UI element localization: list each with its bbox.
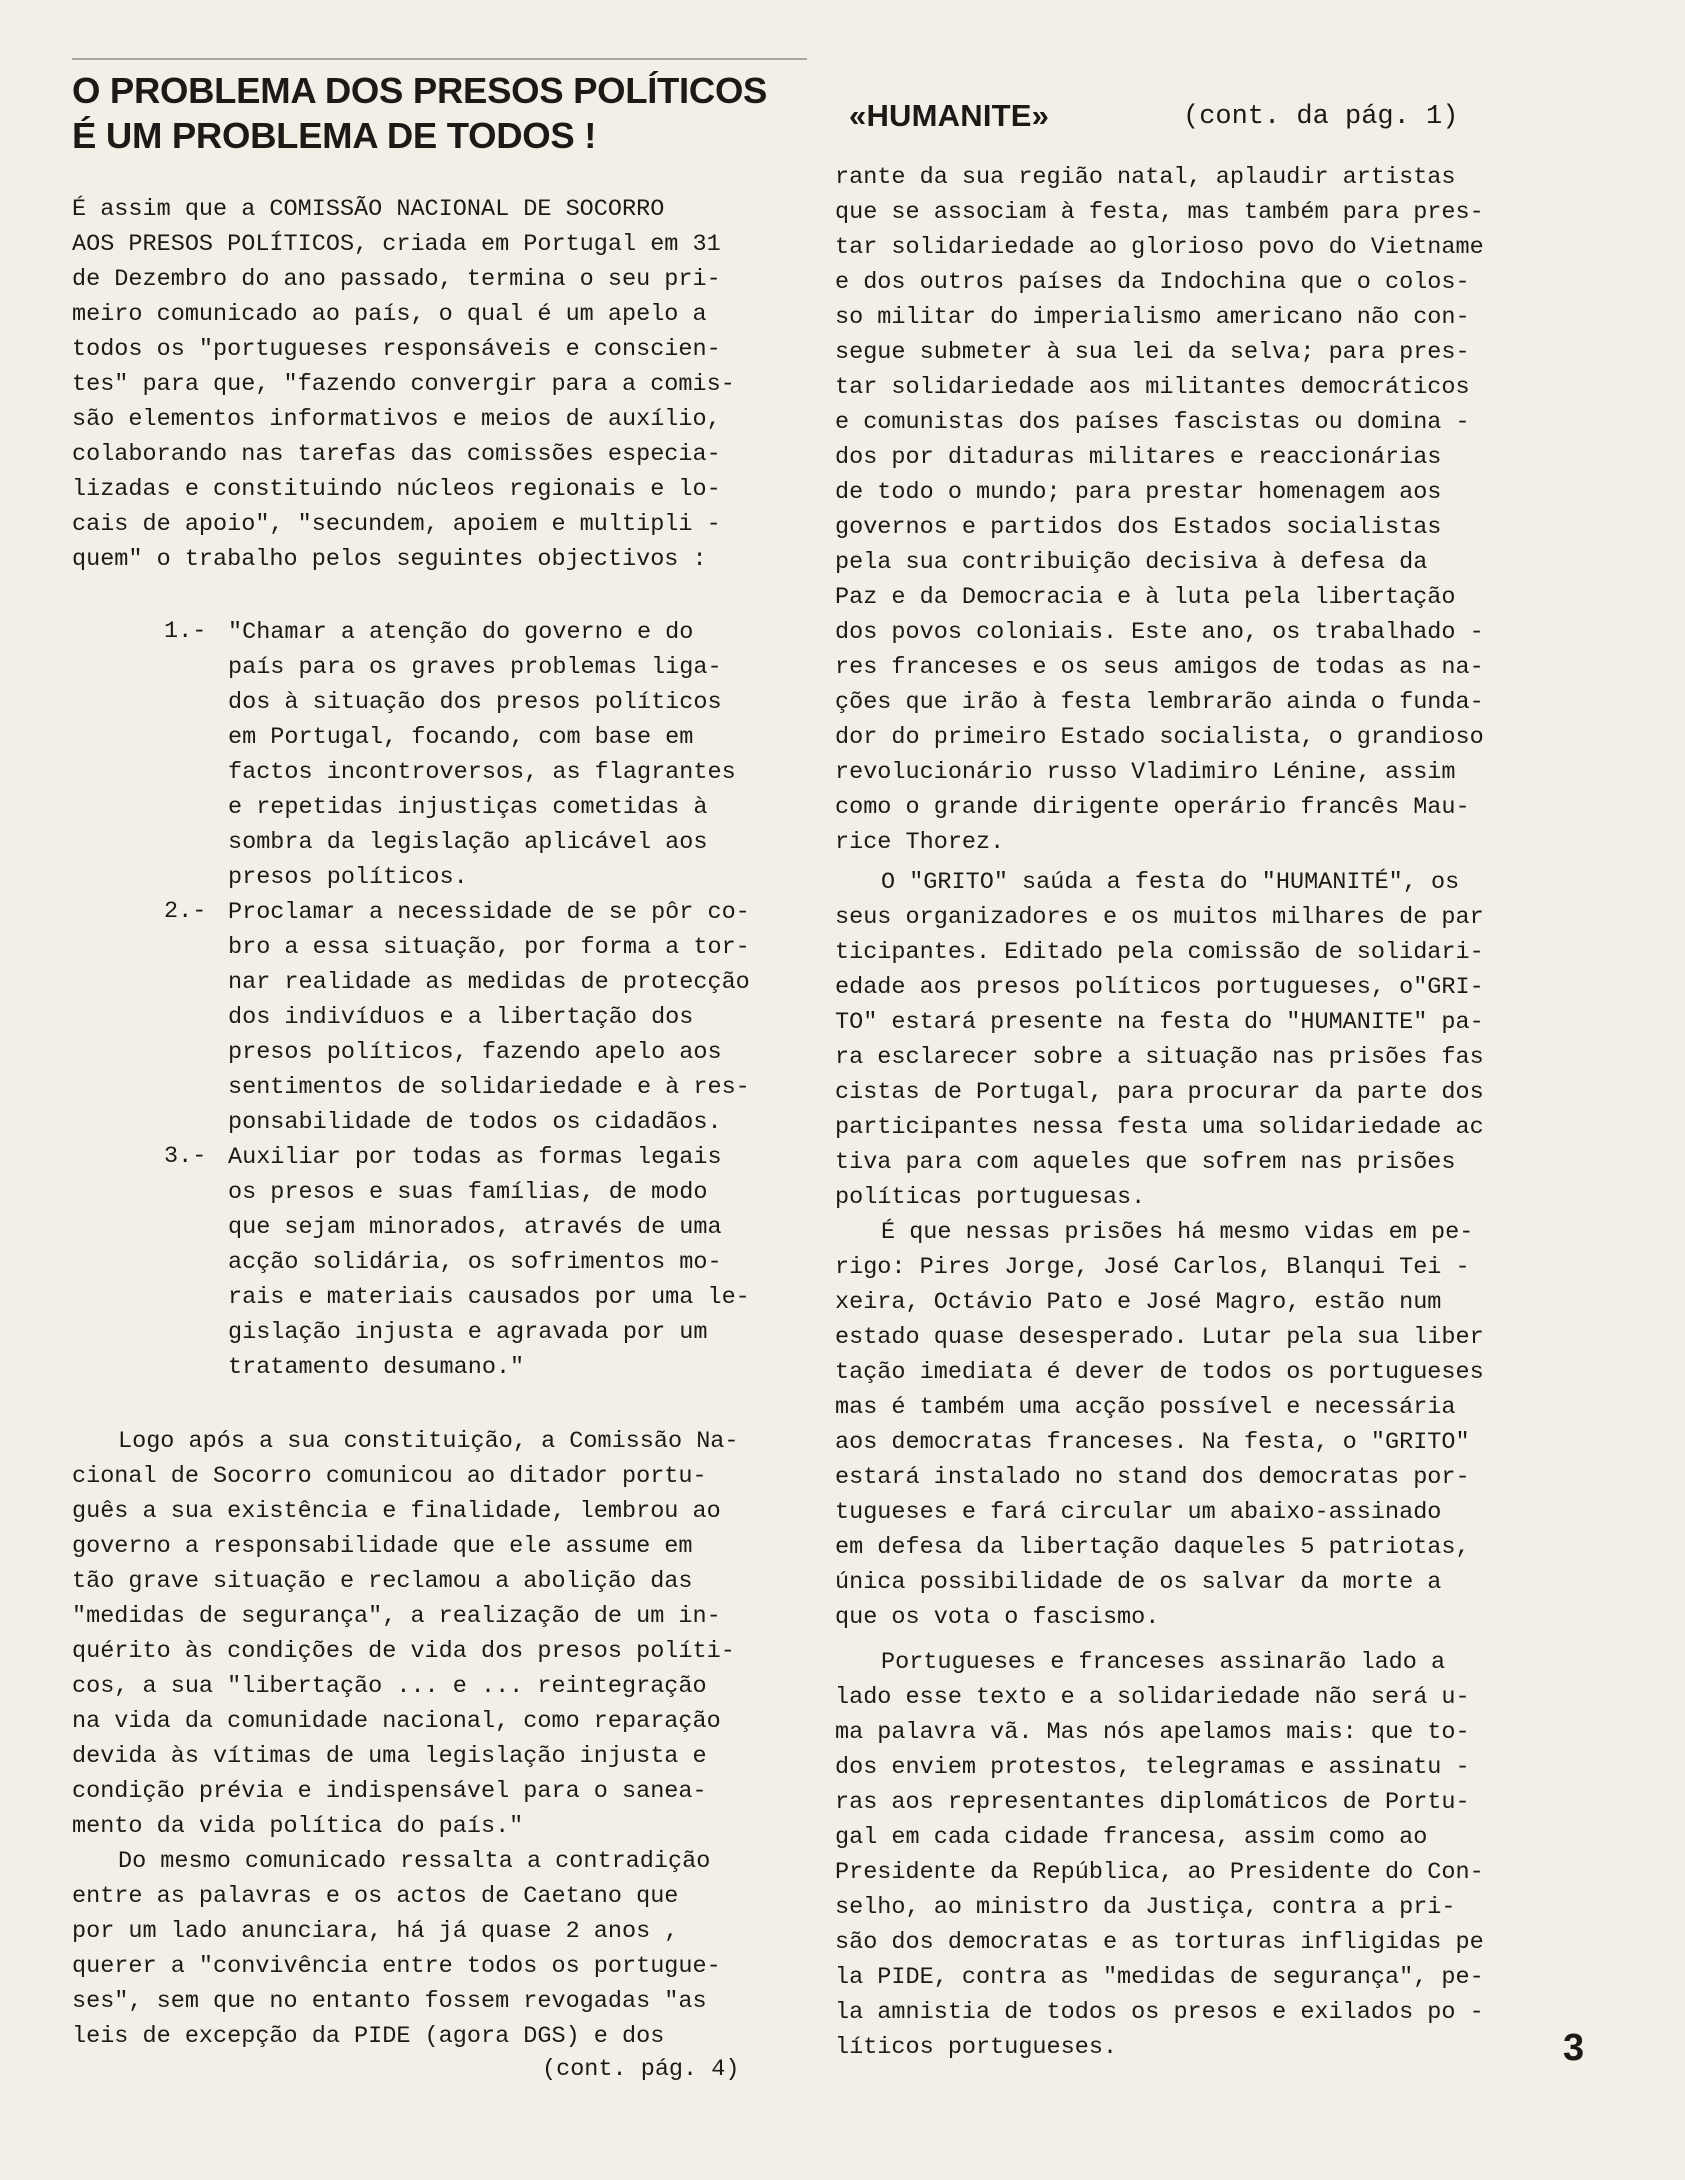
text-line: políticas portuguesas. <box>835 1184 1146 1211</box>
list-item-number: 3.- <box>164 1143 207 1170</box>
text-line: Presidente da República, ao Presidente do Con- <box>835 1859 1484 1886</box>
page-number: 3 <box>1563 2027 1585 2069</box>
text-line: tar solidariedade aos militantes democráticos <box>835 374 1470 401</box>
text-line: ticipantes. Editado pela comissão de solidari- <box>835 939 1484 966</box>
text-line: dos povos coloniais. Este ano, os trabalhado - <box>835 619 1484 646</box>
text-line: cais de apoio", "secundem, apoiem e multipli - <box>72 511 721 538</box>
text-line: os presos e suas famílias, de modo <box>228 1179 708 1206</box>
text-line: estará instalado no stand dos democratas por- <box>835 1464 1470 1491</box>
text-line: presos políticos. <box>228 864 468 891</box>
text-line: que se associam à festa, mas também para pres- <box>835 199 1484 226</box>
headline-line: É UM PROBLEMA DE TODOS ! <box>72 115 597 156</box>
text-line: "medidas de segurança", a realização de um in- <box>72 1603 721 1630</box>
text-line: O "GRITO" saúda a festa do "HUMANITÉ", os <box>881 869 1460 896</box>
text-line: revolucionário russo Vladimiro Lénine, assim <box>835 759 1456 786</box>
text-line: e dos outros países da Indochina que o colos- <box>835 269 1470 296</box>
text-line: TO" estará presente na festa do "HUMANITE" pa- <box>835 1009 1484 1036</box>
text-line: mas é também uma acção possível e necessária <box>835 1394 1456 1421</box>
text-line: ra esclarecer sobre a situação nas prisões fas <box>835 1044 1484 1071</box>
text-line: como o grande dirigente operário francês Mau- <box>835 794 1470 821</box>
text-line: cos, a sua "libertação ... e ... reintegração <box>72 1673 707 1700</box>
text-line: condição prévia e indispensável para o sanea- <box>72 1778 707 1805</box>
text-line: factos incontroversos, as flagrantes <box>228 759 736 786</box>
text-line: quérito às condições de vida dos presos políti- <box>72 1638 735 1665</box>
text-line: colaborando nas tarefas das comissões especia- <box>72 441 721 468</box>
text-line: ras aos representantes diplomáticos de Portu- <box>835 1789 1470 1816</box>
text-line: rigo: Pires Jorge, José Carlos, Blanqui Tei - <box>835 1254 1470 1281</box>
text-line: dor do primeiro Estado socialista, o grandioso <box>835 724 1484 751</box>
text-line: nar realidade as medidas de protecção <box>228 969 750 996</box>
text-line: cional de Socorro comunicou ao ditador portu- <box>72 1463 707 1490</box>
text-line: xeira, Octávio Pato e José Magro, estão num <box>835 1289 1442 1316</box>
list-item-number: 2.- <box>164 898 207 925</box>
text-line: la PIDE, contra as "medidas de segurança", pe- <box>835 1964 1484 1991</box>
text-line: Do mesmo comunicado ressalta a contradição <box>118 1848 711 1875</box>
humanite-title: «HUMANITE» <box>849 98 1050 133</box>
text-line: É que nessas prisões há mesmo vidas em pe- <box>881 1219 1474 1246</box>
text-line: na vida da comunidade nacional, como reparação <box>72 1708 721 1735</box>
top-rule <box>72 58 807 60</box>
text-line: AOS PRESOS POLÍTICOS, criada em Portugal em 31 <box>72 231 721 258</box>
text-line: seus organizadores e os muitos milhares de par <box>835 904 1484 931</box>
text-line: presos políticos, fazendo apelo aos <box>228 1039 722 1066</box>
text-line: dos à situação dos presos políticos <box>228 689 722 716</box>
text-line: e repetidas injustiças cometidas à <box>228 794 708 821</box>
text-line: quem" o trabalho pelos seguintes objectivos : <box>72 546 707 573</box>
text-line: Portugueses e franceses assinarão lado a <box>881 1649 1446 1676</box>
text-line: ponsabilidade de todos os cidadãos. <box>228 1109 722 1136</box>
text-line: e comunistas dos países fascistas ou domina - <box>835 409 1470 436</box>
text-line: de Dezembro do ano passado, termina o seu pri- <box>72 266 721 293</box>
list-item-number: 1.- <box>164 618 207 645</box>
text-line: todos os "portugueses responsáveis e conscien- <box>72 336 721 363</box>
text-line: tiva para com aqueles que sofrem nas prisões <box>835 1149 1456 1176</box>
text-line: tão grave situação e reclamou a abolição das <box>72 1568 693 1595</box>
text-line: sombra da legislação aplicável aos <box>228 829 708 856</box>
text-line: lado esse texto e a solidariedade não será u- <box>835 1684 1470 1711</box>
text-line: rice Thorez. <box>835 829 1005 856</box>
text-line: de todo o mundo; para prestar homenagem aos <box>835 479 1442 506</box>
text-line: rais e materiais causados por uma le- <box>228 1284 750 1311</box>
headline-line: O PROBLEMA DOS PRESOS POLÍTICOS <box>72 70 768 111</box>
text-line: gislação injusta e agravada por um <box>228 1319 708 1346</box>
text-line: ções que irão à festa lembrarão ainda o funda- <box>835 689 1484 716</box>
text-line: Paz e da Democracia e à luta pela libertação <box>835 584 1456 611</box>
text-line: Proclamar a necessidade de se pôr co- <box>228 899 750 926</box>
text-line: são elementos informativos e meios de auxílio, <box>72 406 721 433</box>
text-line: tratamento desumano." <box>228 1354 525 1381</box>
text-line: dos indivíduos e a libertação dos <box>228 1004 694 1031</box>
text-line: em defesa da libertação daqueles 5 patriotas, <box>835 1534 1470 1561</box>
text-line: meiro comunicado ao país, o qual é um apelo a <box>72 301 707 328</box>
text-line: tação imediata é dever de todos os portugueses <box>835 1359 1484 1386</box>
text-line: rante da sua região natal, aplaudir artistas <box>835 164 1456 191</box>
text-line: participantes nessa festa uma solidariedade ac <box>835 1114 1484 1141</box>
text-line: por um lado anunciara, há já quase 2 anos , <box>72 1918 679 1945</box>
text-line: tugueses e fará circular um abaixo-assinado <box>835 1499 1442 1526</box>
text-line: segue submeter à sua lei da selva; para pres- <box>835 339 1470 366</box>
text-line: É assim que a COMISSÃO NACIONAL DE SOCORRO <box>72 196 665 223</box>
text-line: querer a "convivência entre todos os portugue- <box>72 1953 721 1980</box>
text-line: única possibilidade de os salvar da morte a <box>835 1569 1442 1596</box>
text-line: Logo após a sua constituição, a Comissão Na- <box>118 1428 739 1455</box>
continuation-note: (cont. pág. 4) <box>542 2056 740 2083</box>
continuation-note: (cont. da pág. 1) <box>1183 102 1459 132</box>
text-line: cistas de Portugal, para procurar da parte dos <box>835 1079 1484 1106</box>
text-line: aos democratas franceses. Na festa, o "GRITO" <box>835 1429 1470 1456</box>
text-line: selho, ao ministro da Justiça, contra a pri- <box>835 1894 1456 1921</box>
text-line: estado quase desesperado. Lutar pela sua liber <box>835 1324 1484 1351</box>
text-line: bro a essa situação, por forma a tor- <box>228 934 750 961</box>
text-line: leis de excepção da PIDE (agora DGS) e dos <box>72 2023 665 2050</box>
text-line: ma palavra vã. Mas nós apelamos mais: que to- <box>835 1719 1470 1746</box>
text-line: sentimentos de solidariedade e à res- <box>228 1074 750 1101</box>
right-article-header <box>849 98 1569 148</box>
text-line: país para os graves problemas liga- <box>228 654 722 681</box>
text-line: mento da vida política do país." <box>72 1813 524 1840</box>
text-line: lizadas e constituindo núcleos regionais e lo- <box>72 476 721 503</box>
text-line: acção solidária, os sofrimentos mo- <box>228 1249 722 1276</box>
text-line: guês a sua existência e finalidade, lembrou ao <box>72 1498 721 1525</box>
text-line: que sejam minorados, através de uma <box>228 1214 722 1241</box>
text-line: governo a responsabilidade que ele assume em <box>72 1533 693 1560</box>
text-line: tar solidariedade ao glorioso povo do Vietname <box>835 234 1484 261</box>
text-line: tes" para que, "fazendo convergir para a comis- <box>72 371 735 398</box>
article-headline <box>72 68 812 158</box>
text-line: dos por ditaduras militares e reaccionárias <box>835 444 1442 471</box>
text-line: "Chamar a atenção do governo e do <box>228 619 694 646</box>
text-line: gal em cada cidade francesa, assim como ao <box>835 1824 1428 1851</box>
text-line: em Portugal, focando, com base em <box>228 724 694 751</box>
text-line: ses", sem que no entanto fossem revogadas "as <box>72 1988 707 2015</box>
text-line: líticos portugueses. <box>835 2034 1118 2061</box>
text-line: dos enviem protestos, telegramas e assinatu - <box>835 1754 1470 1781</box>
text-line: pela sua contribuição decisiva à defesa da <box>835 549 1428 576</box>
text-line: devida às vítimas de uma legislação injusta e <box>72 1743 707 1770</box>
text-line: la amnistia de todos os presos e exilados po - <box>835 1999 1484 2026</box>
text-line: so militar do imperialismo americano não con- <box>835 304 1470 331</box>
text-line: são dos democratas e as torturas infligidas pe <box>835 1929 1484 1956</box>
text-line: entre as palavras e os actos de Caetano que <box>72 1883 679 1910</box>
text-line: edade aos presos políticos portugueses, o"GRI- <box>835 974 1484 1001</box>
text-line: res franceses e os seus amigos de todas as na- <box>835 654 1484 681</box>
text-line: que os vota o fascismo. <box>835 1604 1160 1631</box>
text-line: Auxiliar por todas as formas legais <box>228 1144 722 1171</box>
text-line: governos e partidos dos Estados socialistas <box>835 514 1442 541</box>
